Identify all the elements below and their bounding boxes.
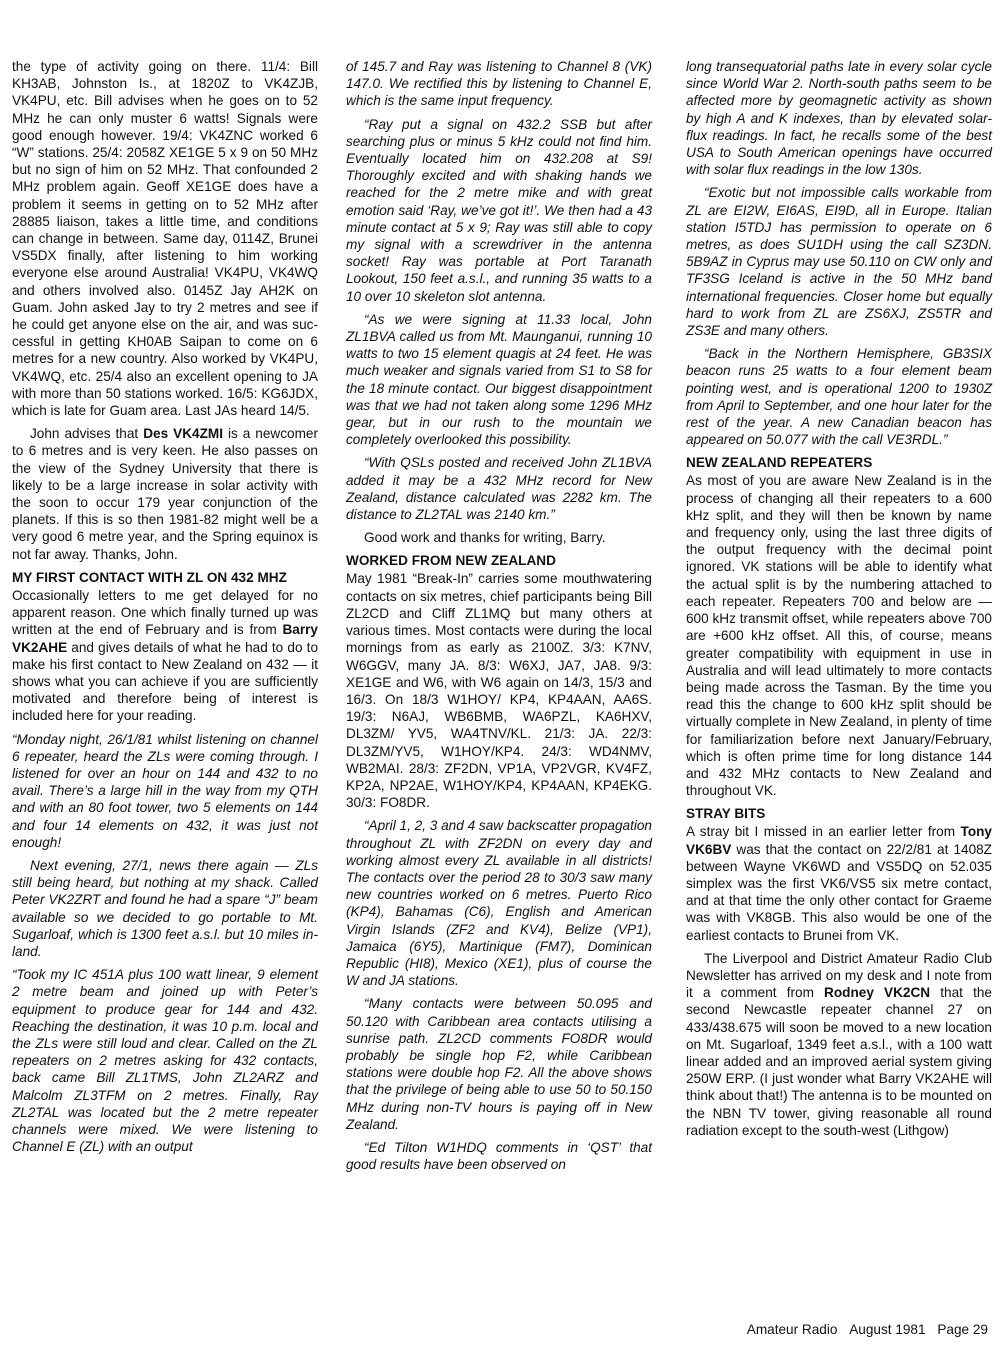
paragraph-ed-tilton: “Ed Tilton W1HDQ comments in ‘QST’ that good results have been observed on xyxy=(346,1139,652,1173)
paragraph-ic451a: “Took my IC 451A plus 100 watt linear, 9 element 2 metre beam and joined up with Peter’s equipment to produce gear for 144 and 432. Reaching the destination, it was 10 p.m. local and the ZLs were still loud and clear. Called on the ZL repeaters on 2 metres asking for 432 contacts, back came Bill ZL1TMS, John ZL2ARZ and Malcolm ZL3TFM on 2 metres. Finally, Ray ZL2TAL was located but the 2 metre repeater channels were mixed. We were listening to Channel E (ZL) with an output xyxy=(12,967,318,1155)
paragraph-qsl-record: “With QSLs posted and received John ZL1BVA added it may be a 432 MHz record for New Zealand, distance calculated was 2282 km. The distance to ZL2TAL was 2140 km.” xyxy=(346,455,652,523)
paragraph-text: is a newcomer to 6 metres and is very keen. He also passes on the view of the Sydney University that there is likely to be a large increase in solar activity with the soon to occur 179 year conjunction of the planets. If this is so then 1981-82 might well be a very good 6 metre year, and the Spring equinox is not far away. Thanks, John. xyxy=(12,426,319,562)
paragraph-432-ssb: “Ray put a signal on 432.2 SSB but after searching plus or minus 5 kHz could not find him. Eventually located him on 432.208 at S9! Thoroughly excited and with shaking hands we reached for the 2 metre mike and with great emotion said ‘Ray, we’ve got it!’. We then had a 43 minute contact at 5 x 9; Ray was still able to copy my signal with a screwdriver in the antenna socket! Ray was portable at Port Taranath Lookout, 150 feet a.s.l., and running 35 watts to a 10 over 10 skeleton slot antenna. xyxy=(346,116,652,304)
footer-publication: Amateur Radio xyxy=(746,1322,838,1337)
paragraph-break-in: May 1981 “Break-In” carries some mouthwatering contacts on six metres, chief participants being Bill ZL2CD and Cliff ZL1MQ but many others at various times. Most contacts were during the local mornings from as early as 2100Z. 3/3: K7NV, W6GGV, many JA. 8/3: W6XJ, JA7, JA8. 9/3: XE1GE and W6, with W6 again on 14/3, 15/3 and 16/3. On 18/3 W1HOY/ KP4, KP4AAN, AA6S. 19/3: N6AJ, WB6BMB, WA6PZL, KA6HXV, DL3ZM/ YV5, WA4TNV/KL. 21/3: JA. 22/3: DL3ZM/YV5, W1HOY/KP4. 24/3: WD4NMV, WB2MAI. 28/3: ZF2DN, VP1A, VP2VGR, KV4FZ, KP2A, NP2AE, W1HOY/KP4, KP4AAN, KP4EKG. 30/3: FO8DR. xyxy=(346,571,652,811)
heading-worked-from-nz: WORKED FROM NEW ZEALAND xyxy=(346,553,556,569)
page-footer xyxy=(739,1321,988,1338)
paragraph-exotic-calls: “Exotic but not impossible calls workable from ZL are EI2W, EI6AS, EI9D, all in Europe. Italian station I5TDJ has permission to operate on 6 metres, as does SU1DH using the call SZ3DN. 5B9AZ in Cyprus may use 50.110 on CW only and TF3SG Iceland is active in the 50 MHz band international frequencies. Closer home but equally hard to work from ZL are ZS6XJ, ZS5TR and ZS3E and many others. xyxy=(686,185,992,339)
paragraph-text: and gives details of what he had to do to make his first contact to New Zealand on 432 — it shows what you can achieve if you are sufficiently motivated and therefore being of interest is included here for your reading. xyxy=(12,639,318,724)
column-middle xyxy=(346,58,652,1179)
heading-nz-repeaters: NEW ZEALAND REPEATERS xyxy=(686,455,873,471)
paragraph-channel-e: of 145.7 and Ray was listening to Channel 8 (VK) 147.0. We rectified this by listening to Channel E, which is the same input frequency. xyxy=(346,59,652,109)
paragraph-monday-night: “Monday night, 26/1/81 whilst listening on channel 6 repeater, heard the ZLs were coming through. I listened for over an hour on 144 and 432 to no avail. There’s a large hill in the way from my QTH and with an 80 foot tower, two 5 elements on 144 and four 14 elements on 432, it was just not enough! xyxy=(12,731,318,850)
paragraph-text: A stray bit I missed in an earlier letter from xyxy=(686,824,961,840)
paragraph-barry-intro xyxy=(12,587,318,725)
footer-date: August 1981 xyxy=(849,1322,926,1337)
heading-first-contact-zl: MY FIRST CONTACT WITH ZL ON 432 MHZ xyxy=(12,569,287,585)
callsign-barry-vk2ahe: Barry VK2AHE xyxy=(12,622,318,655)
callsign-tony-vk6bv: Tony VK6BV xyxy=(686,824,992,857)
paragraph-backscatter: “April 1, 2, 3 and 4 saw backscatter propagation throughout ZL with ZF2DN on every day and working almost every ZL available in all districts! The contacts over the period 28 to 30/3 saw many new countries worked on 6 metres. Puerto Rico (KP4), Bahamas (C6), English and American Virgin Islands (ZF2 and KV4), Belize (VP1), Jamaica (6Y5), Martinique (FM7), Dominican Republic (HI8), Mexico (XE1), plus of course the W and JA stations. xyxy=(346,818,652,989)
paragraph-zl1bva: “As we were signing at 11.33 local, John ZL1BVA called us from Mt. Maunganui, running 10 watts to two 15 element quagis at 24 feet. He was much weaker and signals varied from S1 to S8 for the 18 minute contact. Our biggest disappointment was that we had not taken along some 1296 MHz gear, but in our rush to the mountain we completely overlooked this possibility. xyxy=(346,311,652,448)
paragraph-liverpool-club xyxy=(686,950,992,1139)
paragraph-tony-vk6bv xyxy=(686,823,992,943)
column-left xyxy=(12,58,318,1161)
paragraph-text: The Liverpool and District Amateur Radio Club Newsletter has arrived on my desk and I note from it a comment from xyxy=(686,950,992,1001)
paragraph-transequatorial: long transequatorial paths late in every solar cycle since World War 2. North-south paths seem to be affected more by geomagnetic activity as shown by high A and K indexes, than by elevated solar-flux readings. In fact, he recalls some of the best USA to South American openings have occurred with solar flux readings in the low 130s. xyxy=(686,59,992,178)
paragraph-text: John advises that xyxy=(30,426,144,442)
paragraph-text: Occasionally letters to me get delayed for no apparent reason. One which finally turned up was written at the end of February and is from xyxy=(12,587,318,638)
column-right xyxy=(686,58,992,1145)
paragraph-northern-hemisphere: “Back in the Northern Hemisphere, GB3SIX beacon runs 25 watts to a four element beam pointing west, and is operational 1200 to 1930Z from April to September, and one hour later for the rest of the year. A new Canadian beacon has appeared on 50.077 with the call VE3RDL.” xyxy=(686,346,992,448)
paragraph-thanks-barry: Good work and thanks for writing, Barry. xyxy=(364,530,606,546)
paragraph-text: that the second Newcastle repeater channel 27 on 433/438.675 will soon be moved to a new location on Mt. Sugarloaf, 1349 feet a.s.l., with a 100 watt linear added and an improved aerial system giving 250W ERP. (I just wonder what Barry VK2AHE will think about that!) The antenna is to be mounted on the NBN TV tower, giving reasonable all round radiation except to the south-west (Lithgow) xyxy=(686,985,992,1138)
paragraph-caribbean: “Many contacts were between 50.095 and 50.120 with Caribbean area contacts utilising a sunrise path. ZL2CD comments FO8DR would probably be single hop F2, while Caribbean stations were double hop F2. All the above shows that the privilege of being able to use 50 to 50.150 MHz during non-TV hours is paying off in New Zealand. xyxy=(346,996,652,1132)
paragraph-vk4zmi xyxy=(12,425,318,563)
paragraph-kh3ab-report: the type of activity going on there. 11/4: Bill KH3AB, Johnston Is., at 1820Z to VK4ZJB, VK4PU, etc. Bill advises when he goes on to 52 MHz he can only muster 6 watts! Signals were good enough however. 19/4: VK4ZNC worked 6 “W” stations. 25/4: 2058Z XE1GE 5 x 9 on 50 MHz but no sign of him on 52 MHz. That confounded 2 MHz problem again. Geoff XE1GE does have a problem it seems in getting on to 52 MHz after 28885 liaison, takes a little time, and conditions can change in between. Same day, 0114Z, Brunei VS5DX finally, after listening to him working everyone else around Australia! VK4PU, VK4WQ and others involved also. 0145Z Jay AH2K on Guam. John asked Jay to try 2 metres and see if he could get anyone else on the air, and was successful in getting KH0AB Saipan to come on 6 metres for a new country. Also worked by VK4PU, VK4WQ, etc. 25/4 also an excellent opening to JA with more than 50 stations worked. 16/5: KG6JDX, which is late for Guam area. Last JAs heard 14/5. xyxy=(12,59,318,419)
paragraph-text: was that the contact on 22/2/81 at 1408Z between Wayne VK6WD and VS5DQ on 52.035 simplex was the first VK6/VS5 six metre contact, and at that time the only other contact for Graeme was with VK8GB. This also would be one of the earliest contacts to Brunei from VK. xyxy=(686,841,992,943)
footer-page-number: Page 29 xyxy=(937,1322,988,1337)
heading-stray-bits: STRAY BITS xyxy=(686,806,766,822)
callsign-rodney-vk2cn: Rodney VK2CN xyxy=(824,985,931,1001)
paragraph-repeaters: As most of you are aware New Zealand is in the process of changing all their repeaters to a 600 kHz split, and they will then be known by name and frequency only, using the last three digits of the output frequency with the decimal point ignored. VK stations will be able to identify what the actual split is by the numbering attached to each repeater. Repeaters 700 and below are —600 kHz transmit offset, while repeaters above 700 are +600 kHz offset. All this, of course, means greater compatibility with equipment in use in Australia and will lead ultimately to more contacts being made across the Tasman. By the time you read this the change to 600 kHz split should be virtually complete in New Zealand, in plenty of time for familiarization before next January/February, which is often prime time for long distance 144 and 432 MHz contacts to New Zealand and throughout VK. xyxy=(686,473,992,799)
paragraph-next-evening: Next evening, 27/1, news there again — ZLs still being heard, but nothing at my shack. Called Peter VK2ZRT and found he had a spare “J” beam available so we decided to go portable to Mt. Sugarloaf, which is 1300 feet a.s.l. but 10 miles inland. xyxy=(12,857,318,959)
callsign-des-vk4zmi: Des VK4ZMI xyxy=(143,426,223,442)
